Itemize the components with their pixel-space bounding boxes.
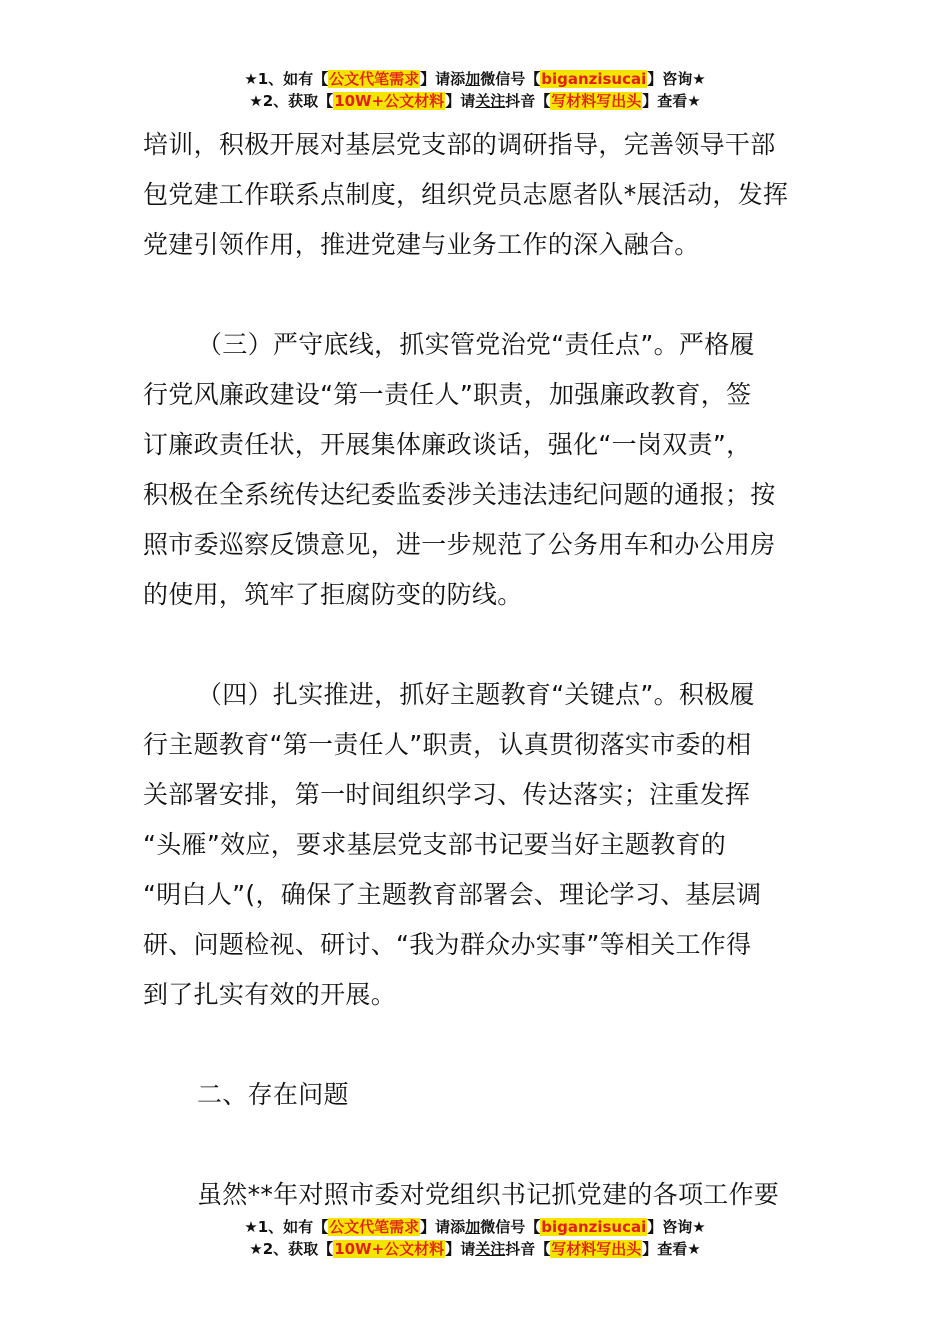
banner-text: 抖音【 — [505, 1240, 551, 1258]
paragraph-continuation — [143, 120, 811, 270]
banner-text: 】咨询★ — [647, 70, 706, 88]
text-line: （三）严守底线，抓实管党治党“责任点”。严格履 — [197, 330, 755, 359]
heading-text: 二、存在问题 — [197, 1080, 349, 1109]
text-line: 行主题教育“第一责任人”职责，认真贯彻落实市委的相 — [143, 730, 752, 759]
banner-line-2 — [0, 90, 950, 112]
banner-text: 抖音【 — [505, 92, 551, 110]
paragraph-problems-intro — [143, 1170, 811, 1220]
text-line: 培训，积极开展对基层党支部的调研指导，完善领导干部 — [143, 130, 776, 159]
highlight-service: 公文代笔需求 — [329, 70, 420, 88]
text-line: 的使用，筑牢了拒腐防变的防线。 — [143, 580, 523, 609]
section-heading-problems — [143, 1070, 811, 1120]
banner-text: 】请 — [445, 92, 476, 110]
banner-text: 】咨询★ — [647, 1218, 706, 1236]
highlight-service: 公文代笔需求 — [329, 1218, 420, 1236]
text-line: 党建引领作用，推进党建与业务工作的深入融合。 — [143, 230, 700, 259]
banner-text: ★1、如有【 — [244, 70, 329, 88]
banner-text: 微信号【 — [480, 1218, 541, 1236]
banner-text: 】请添 — [420, 1218, 466, 1236]
banner-text: ★1、如有【 — [244, 1218, 329, 1236]
text-line: 行党风廉政建设“第一责任人”职责，加强廉政教育，签 — [143, 380, 752, 409]
banner-line-2 — [0, 1238, 950, 1260]
underlined-text: 加 — [465, 1218, 481, 1236]
banner-text: 】请 — [445, 1240, 476, 1258]
banner-line-1 — [0, 68, 950, 90]
text-line: 照市委巡察反馈意见，进一步规范了公务用车和办公用房 — [143, 530, 776, 559]
banner-line-1 — [0, 1216, 950, 1238]
banner-text: ★2、获取【 — [249, 92, 334, 110]
banner-text: 】查看★ — [642, 1240, 701, 1258]
paragraph-section-4 — [143, 670, 811, 1020]
banner-text: 】查看★ — [642, 92, 701, 110]
banner-text: 微信号【 — [480, 70, 541, 88]
banner-text: 】请添 — [420, 70, 466, 88]
text-line: 关部署安排，第一时间组织学习、传达落实；注重发挥 — [143, 780, 751, 809]
highlight-douyin-account: 写材料写出头 — [551, 1240, 642, 1258]
banner-text: ★2、获取【 — [249, 1240, 334, 1258]
text-line: “明白人”(，确保了主题教育部署会、理论学习、基层调 — [143, 880, 762, 909]
highlight-wechat-id: biganzisucai — [541, 70, 647, 88]
text-line: 研、问题检视、研讨、“我为群众办实事”等相关工作得 — [143, 930, 752, 959]
highlight-materials: 10W+公文材料 — [334, 92, 445, 110]
footer-banner — [0, 1216, 950, 1260]
highlight-materials: 10W+公文材料 — [334, 1240, 445, 1258]
text-line: 积极在全系统传达纪委监委涉关违法违纪问题的通报；按 — [143, 480, 776, 509]
text-line: “头雁”效应，要求基层党支部书记要当好主题教育的 — [143, 830, 727, 859]
text-line: 包党建工作联系点制度，组织党员志愿者队*展活动，发挥 — [143, 180, 789, 209]
underlined-text: 关注 — [475, 1240, 506, 1258]
paragraph-section-3 — [143, 320, 811, 620]
document-body — [143, 120, 811, 1220]
text-line: 到了扎实有效的开展。 — [143, 980, 397, 1009]
highlight-wechat-id: biganzisucai — [541, 1218, 647, 1236]
text-line: （四）扎实推进，抓好主题教育“关键点”。积极履 — [197, 680, 755, 709]
text-line: 订廉政责任状，开展集体廉政谈话，强化“一岗双责”， — [143, 430, 752, 459]
highlight-douyin-account: 写材料写出头 — [551, 92, 642, 110]
text-line: 虽然**年对照市委对党组织书记抓党建的各项工作要 — [197, 1180, 780, 1209]
underlined-text: 关注 — [475, 92, 506, 110]
underlined-text: 加 — [465, 70, 481, 88]
header-banner — [0, 68, 950, 112]
